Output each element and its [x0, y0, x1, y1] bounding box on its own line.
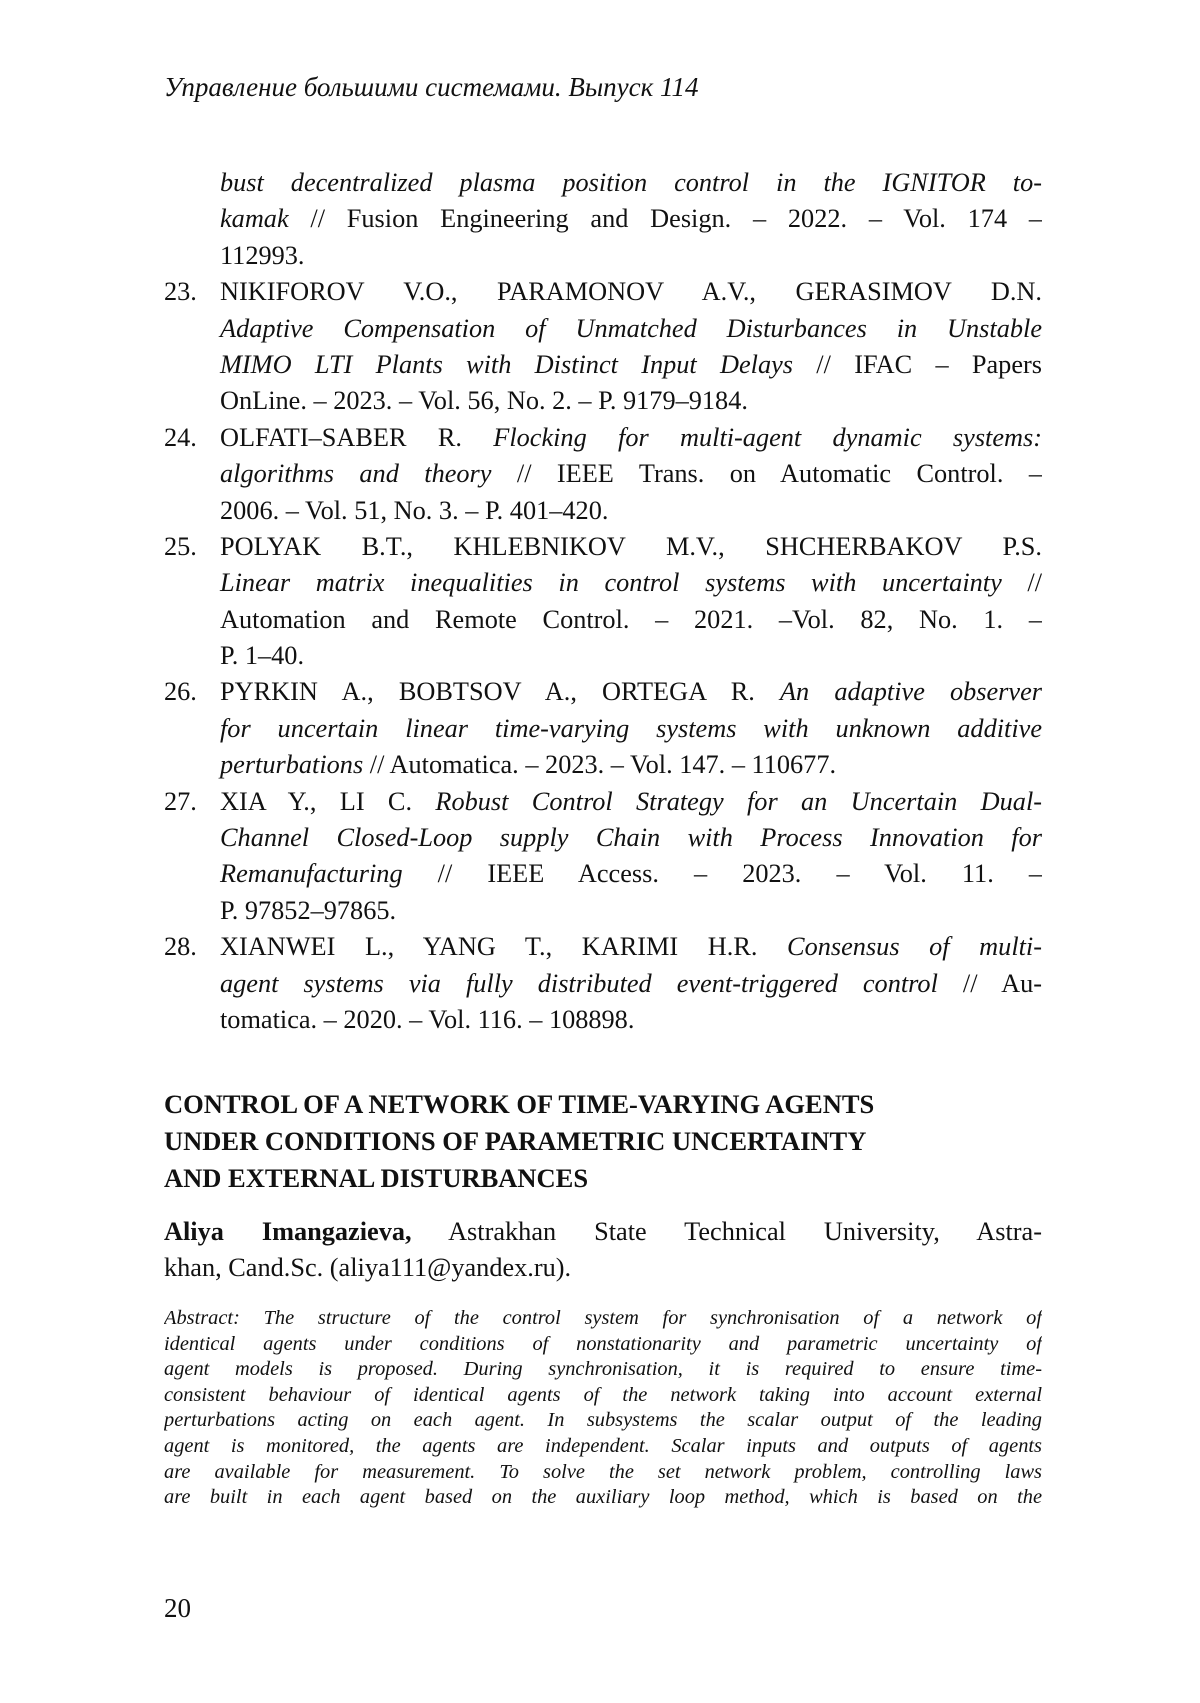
- references-line: [164, 238, 1042, 274]
- references-line: [164, 383, 1042, 419]
- italic-text: agent systems via fully distributed event-triggered control: [220, 969, 938, 998]
- italic-text: Linear matrix inequalities in control systems with uncertainty: [220, 568, 1002, 597]
- references-line: [164, 602, 1042, 638]
- reference-list: [164, 165, 1042, 1038]
- italic-text: Robust Control Strategy for an Uncertain Dual-: [435, 787, 1042, 816]
- bold-text: UNDER CONDITIONS OF PARAMETRIC UNCERTAINTY: [164, 1126, 866, 1156]
- italic-text: Abstract: The structure of the control system for synchronisation of a network of: [164, 1307, 1042, 1329]
- text: OLFATI–SABER R.: [220, 423, 493, 452]
- abstract: [164, 1306, 1042, 1511]
- text: // IFAC – Papers: [793, 350, 1042, 379]
- article-title: [164, 1086, 1042, 1197]
- italic-text: bust decentralized plasma position control in the IGNITOR to-: [220, 168, 1042, 197]
- text: PYRKIN A., BOBTSOV A., ORTEGA R.: [220, 677, 780, 706]
- italic-text: identical agents under conditions of nonstationarity and parametric uncertainty of: [164, 1333, 1042, 1355]
- italic-text: algorithms and theory: [220, 459, 491, 488]
- title-line: [164, 1123, 1042, 1160]
- abstract-line: [164, 1460, 1042, 1486]
- text: tomatica. – 2020. – Vol. 116. – 108898.: [220, 1005, 634, 1034]
- author-line: [164, 1214, 1042, 1250]
- reference-number: 25.: [164, 529, 197, 565]
- text: P. 1–40.: [220, 641, 304, 670]
- references-line: [164, 201, 1042, 237]
- text: // Fusion Engineering and Design. – 2022. – Vol. 174 –: [289, 204, 1042, 233]
- italic-text: perturbations acting on each agent. In subsystems the scalar output of the leading: [164, 1409, 1042, 1431]
- italic-text: Remanufacturing: [220, 859, 403, 888]
- references-line: [164, 784, 1042, 820]
- italic-text: kamak: [220, 204, 289, 233]
- page-number: 20: [164, 1590, 1042, 1626]
- references-line: [164, 929, 1042, 965]
- references-line: [164, 165, 1042, 201]
- italic-text: Adaptive Compensation of Unmatched Disturbances in Unstable: [220, 314, 1042, 343]
- text: // IEEE Trans. on Automatic Control. –: [491, 459, 1042, 488]
- abstract-line: [164, 1408, 1042, 1434]
- text: Automation and Remote Control. – 2021. –Vol. 82, No. 1. –: [220, 605, 1042, 634]
- abstract-line: [164, 1357, 1042, 1383]
- references-line: [164, 274, 1042, 310]
- text: // IEEE Access. – 2023. – Vol. 11. –: [403, 859, 1042, 888]
- text: Astrakhan State Technical University, Astra-: [412, 1217, 1042, 1246]
- references-line: [164, 893, 1042, 929]
- references-line: [164, 311, 1042, 347]
- references-line: [164, 856, 1042, 892]
- italic-text: Consensus of multi-: [787, 932, 1042, 961]
- author-affiliation: [164, 1214, 1042, 1285]
- references-line: [164, 638, 1042, 674]
- reference-number: 28.: [164, 929, 197, 965]
- text: //: [1002, 568, 1042, 597]
- bold-text: AND EXTERNAL DISTURBANCES: [164, 1163, 588, 1193]
- abstract-line: [164, 1434, 1042, 1460]
- text: NIKIFOROV V.O., PARAMONOV A.V., GERASIMOV D.N.: [220, 277, 1042, 306]
- references-line: [164, 711, 1042, 747]
- text: XIANWEI L., YANG T., KARIMI H.R.: [220, 932, 787, 961]
- italic-text: perturbations: [220, 750, 363, 779]
- reference-number: 23.: [164, 274, 197, 310]
- text: OnLine. – 2023. – Vol. 56, No. 2. – P. 9179–9184.: [220, 386, 748, 415]
- italic-text: are built in each agent based on the auxiliary loop method, which is based on the: [164, 1486, 1042, 1508]
- title-line: [164, 1086, 1042, 1123]
- references-line: [164, 347, 1042, 383]
- references-line: [164, 493, 1042, 529]
- text: // Au-: [938, 969, 1042, 998]
- references-line: [164, 565, 1042, 601]
- abstract-line: [164, 1306, 1042, 1332]
- running-header: Управление большими системами. Выпуск 114: [164, 68, 1042, 106]
- references-line: [164, 820, 1042, 856]
- abstract-line: [164, 1485, 1042, 1511]
- text: 112993.: [220, 241, 305, 270]
- title-line: [164, 1160, 1042, 1197]
- italic-text: for uncertain linear time-varying systems with unknown additive: [220, 714, 1042, 743]
- abstract-line: [164, 1332, 1042, 1358]
- text: khan, Cand.Sc. (aliya111@yandex.ru).: [164, 1253, 571, 1282]
- references-line: [164, 1002, 1042, 1038]
- italic-text: Channel Closed-Loop supply Chain with Process Innovation for: [220, 823, 1042, 852]
- italic-text: agent models is proposed. During synchronisation, it is required to ensure time-: [164, 1358, 1042, 1380]
- references-line: [164, 529, 1042, 565]
- references-line: [164, 747, 1042, 783]
- italic-text: An adaptive observer: [780, 677, 1042, 706]
- italic-text: are available for measurement. To solve the set network problem, controlling laws: [164, 1461, 1042, 1483]
- text: 2006. – Vol. 51, No. 3. – P. 401–420.: [220, 496, 608, 525]
- reference-number: 24.: [164, 420, 197, 456]
- italic-text: agent is monitored, the agents are independent. Scalar inputs and outputs of agents: [164, 1435, 1042, 1457]
- references-line: [164, 674, 1042, 710]
- text: P. 97852–97865.: [220, 896, 396, 925]
- abstract-line: [164, 1383, 1042, 1409]
- reference-number: 27.: [164, 784, 197, 820]
- references-line: [164, 420, 1042, 456]
- author-line: [164, 1250, 1042, 1286]
- reference-number: 26.: [164, 674, 197, 710]
- references-line: [164, 966, 1042, 1002]
- italic-text: consistent behaviour of identical agents of the network taking into account external: [164, 1384, 1042, 1406]
- italic-text: MIMO LTI Plants with Distinct Input Delays: [220, 350, 793, 379]
- text: POLYAK B.T., KHLEBNIKOV M.V., SHCHERBAKOV P.S.: [220, 532, 1042, 561]
- references-line: [164, 456, 1042, 492]
- bold-text: CONTROL OF A NETWORK OF TIME-VARYING AGENTS: [164, 1089, 874, 1119]
- text: // Automatica. – 2023. – Vol. 147. – 110677.: [363, 750, 836, 779]
- italic-text: Flocking for multi-agent dynamic systems:: [493, 423, 1042, 452]
- text: XIA Y., LI C.: [220, 787, 435, 816]
- bold-text: Aliya Imangazieva,: [164, 1217, 412, 1246]
